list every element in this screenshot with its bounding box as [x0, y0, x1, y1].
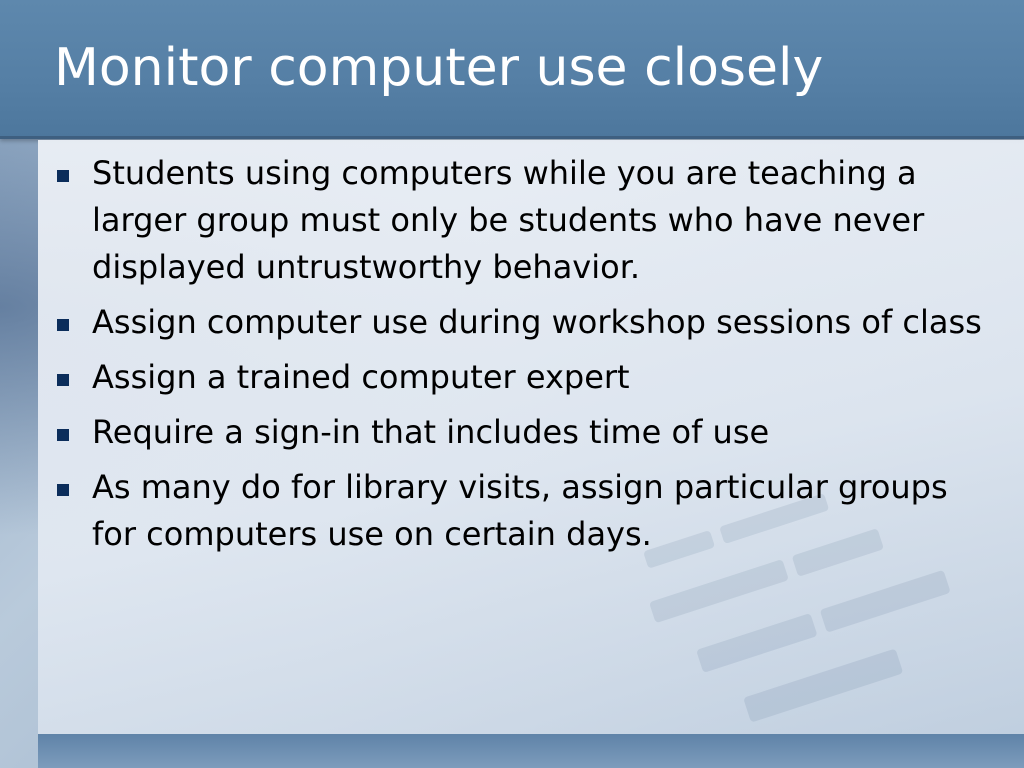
square-bullet-icon: [57, 319, 69, 331]
bullet-text: Students using computers while you are teaching a larger group must only be students who have never displayed untrustworthy behavior.: [92, 154, 925, 286]
square-bullet-icon: [57, 170, 69, 182]
bullet-item: [54, 409, 984, 456]
square-bullet-icon: [57, 429, 69, 441]
bullet-text: Assign computer use during workshop sessions of class: [92, 303, 982, 341]
bullet-item: [54, 354, 984, 401]
bullet-item: [54, 299, 984, 346]
slide-title: Monitor computer use closely: [54, 38, 824, 98]
bullet-text: Assign a trained computer expert: [92, 358, 630, 396]
square-bullet-icon: [57, 374, 69, 386]
bullet-list: [54, 150, 984, 566]
bullet-text: As many do for library visits, assign particular groups for computers use on certain days.: [92, 468, 948, 553]
square-bullet-icon: [57, 484, 69, 496]
bullet-text: Require a sign-in that includes time of use: [92, 413, 770, 451]
bullet-item: [54, 464, 984, 558]
bullet-item: [54, 150, 984, 291]
title-bar: [0, 0, 1024, 139]
bottom-strip: [38, 734, 1024, 768]
